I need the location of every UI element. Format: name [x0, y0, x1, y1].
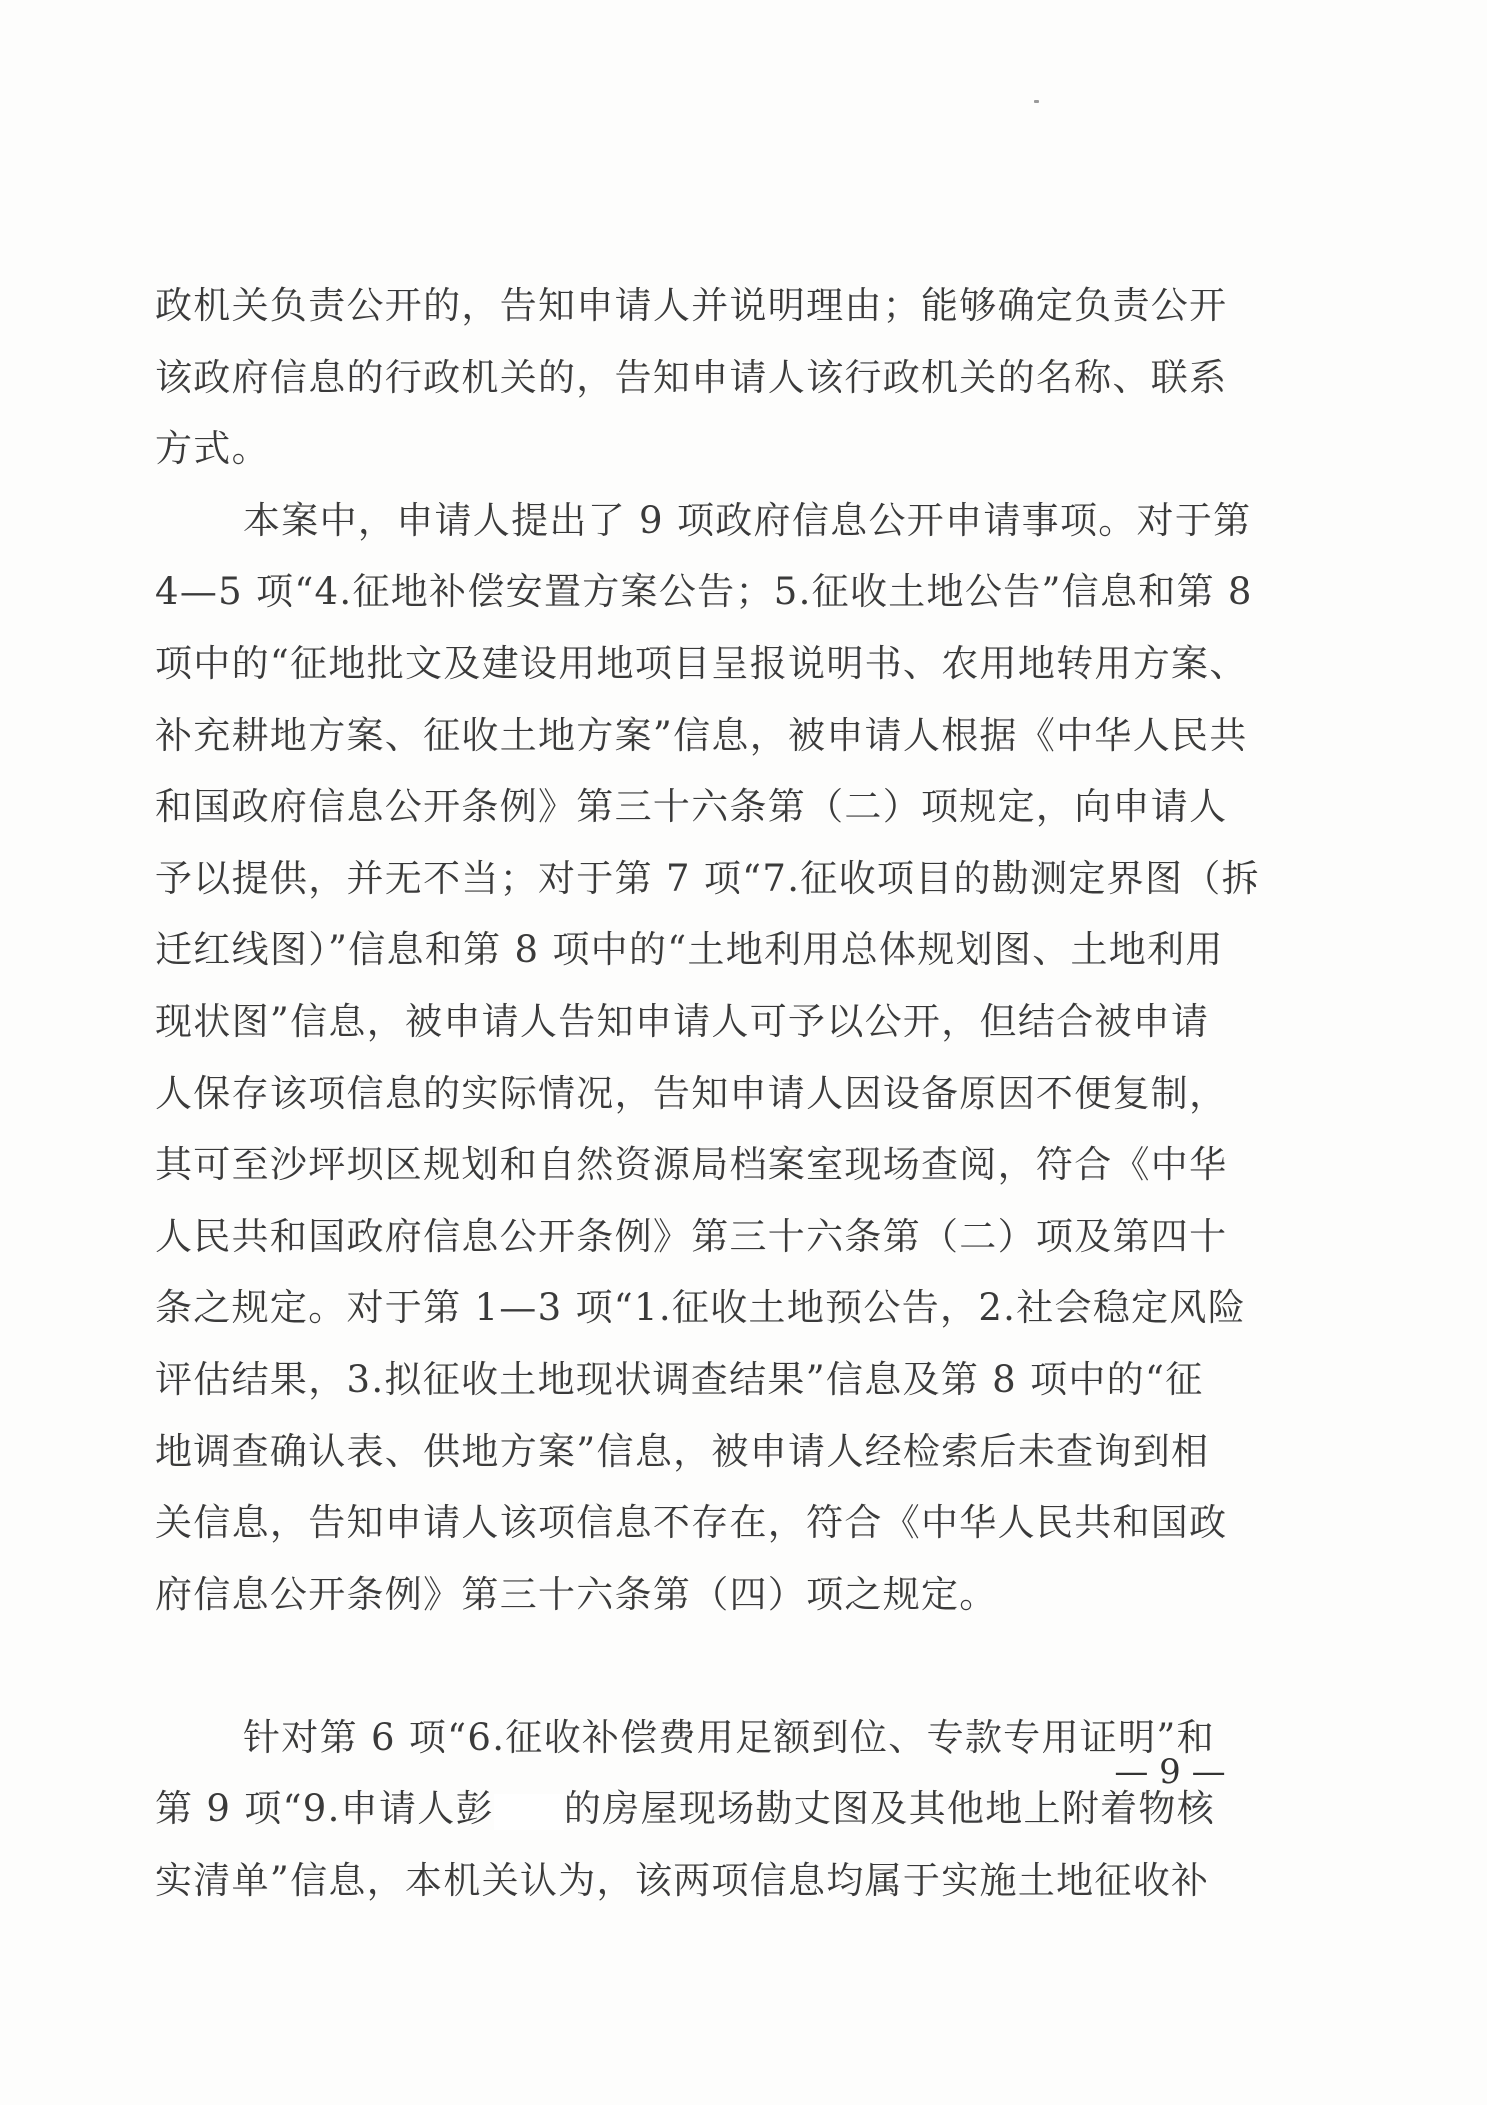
text-line: 补充耕地方案、征收土地方案”信息，被申请人根据《中华人民共 [155, 713, 1248, 757]
scan-speck [1034, 100, 1039, 103]
page-number: — 9 — [1114, 1752, 1226, 1792]
text-line: 迁红线图）”信息和第 8 项中的“土地利用总体规划图、土地利用 [155, 928, 1224, 972]
text-line: 4—5 项“4.征地补偿安置方案公告；5.征收土地公告”信息和第 8 [155, 570, 1253, 614]
text-line: 实清单”信息，本机关认为，该两项信息均属于实施土地征收补 [155, 1859, 1210, 1903]
text-line [155, 1630, 1265, 1702]
text-line: 现状图”信息，被申请人告知申请人可予以公开，但结合被申请 [155, 999, 1210, 1043]
body-text [155, 270, 1265, 1917]
text-line: 和国政府信息公开条例》第三十六条第（二）项规定，向申请人 [155, 785, 1228, 829]
text-line: 人民共和国政府信息公开条例》第三十六条第（二）项及第四十 [155, 1214, 1228, 1258]
text-line: 条之规定。对于第 1—3 项“1.征收土地预公告，2.社会稳定风险 [155, 1286, 1247, 1330]
text-segment: 第 9 项“9.申请人彭 [155, 1787, 494, 1831]
text-line: 针对第 6 项“6.征收补偿费用足额到位、专款专用证明”和 [243, 1715, 1215, 1759]
text-line: 关信息，告知申请人该项信息不存在，符合《中华人民共和国政 [155, 1501, 1228, 1545]
text-line: 本案中，申请人提出了 9 项政府信息公开申请事项。对于第 [243, 498, 1252, 542]
text-line: 府信息公开条例》第三十六条第（四）项之规定。 [155, 1572, 998, 1616]
text-line: 人保存该项信息的实际情况，告知申请人因设备原因不便复制， [155, 1071, 1228, 1115]
text-line: 予以提供，并无不当；对于第 7 项“7.征收项目的勘测定界图（拆 [155, 856, 1260, 900]
text-line: 方式。 [155, 427, 270, 471]
text-line: 政机关负责公开的，告知申请人并说明理由；能够确定负责公开 [155, 284, 1228, 327]
text-line: 其可至沙坪坝区规划和自然资源局档案室现场查阅，符合《中华 [155, 1143, 1228, 1187]
text-line: 项中的“征地批文及建设用地项目呈报说明书、农用地转用方案、 [155, 641, 1248, 685]
text-line: 该政府信息的行政机关的，告知申请人该行政机关的名称、联系 [155, 355, 1228, 399]
text-segment: 的房屋现场勘丈图及其他地上附着物核 [563, 1787, 1215, 1831]
redaction-block [494, 1794, 564, 1830]
text-line: 评估结果，3.拟征收土地现状调查结果”信息及第 8 项中的“征 [155, 1357, 1204, 1401]
text-line: 地调查确认表、供地方案”信息，被申请人经检索后未查询到相 [155, 1429, 1210, 1473]
